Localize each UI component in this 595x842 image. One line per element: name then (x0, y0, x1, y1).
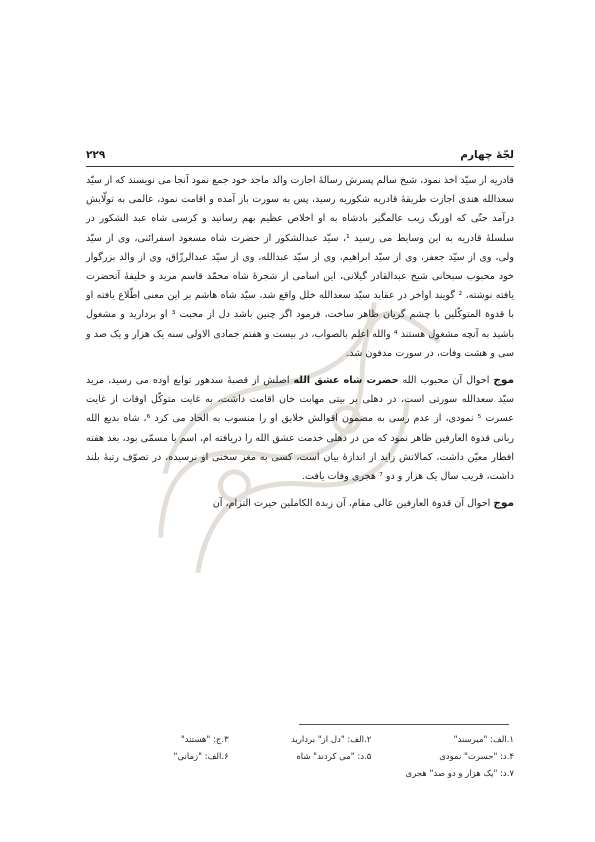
footnote-row (86, 766, 514, 783)
paragraph-text: قادریه از سیّد اخذ نمود، شیخ سالم پسرش رسالهٔ اجازت والد ماجد خود جمع نمود آنجا می نویسند که از سیّد سعدالله هندی اجازت طریقهٔ قادریه شکوریه رسید، پس به سورت باز آمده و اقامت نمود، عالمی به تولّایش درآمد حتّی که اورنگ زیب عالمگیر بادشاه به او اخلاص عظیم بهم رسانید و کرسی شاه عبد الشکور در سلسلهٔ قادریه به این وسایط می رسید ¹، سیّد عبدالشکور از حضرت شاه مسعود اسفرائنی، وی از سیّد ولی، وی از سیّد جعفر، وی از سیّد ابراهیم، وی از سیّد عبدالله، وی از سیّد عبدالرزّاق، وی از والد بزرگوار خود محبوب سبحانی شیخ عبدالقادر گیلانی، این اسامی از شجرهٔ شاه محمّد قاسم مرید و خلیفهٔ آنحضرت یافته نوشته، ² گویند اواخر در عقاید سیّد سعدالله خلل واقع شد، سیّد شاه هاشم بر این معنی اطّلاع یافته او با قدوة المتوکّلین با چشم گریان ظاهر ساخت، فرمود اگر چنین باشد دل از محبت ³ او بردارید و مشغول باشید به آنچه مشغول هستند ⁴ والله اعلم بالصواب، در بیست و هفتم جمادی الاولی سنه یک هزار و یک صد و سی و هشت وفات، در سورت مدفون شد. (86, 175, 515, 359)
footnote-row (86, 732, 514, 749)
footnote: ۱.الف: "میرسند" (453, 735, 514, 745)
footnote (229, 766, 372, 783)
footnote-row (86, 749, 514, 766)
paragraph-3 (86, 494, 514, 513)
section-marker: موج (493, 497, 514, 510)
running-header (86, 149, 514, 165)
page-number: ۲۲۹ (86, 149, 106, 161)
paragraph-1 (86, 171, 514, 363)
footnotes (86, 732, 514, 783)
paragraph-text: احوال آن قدوة العارفین عالی مقام، آن زبدة الکاملین حیرت التزام، آن (212, 498, 491, 510)
main-text (86, 171, 514, 513)
paragraph-text: اصلش از قصبهٔ سدهور توابع اوده می رسید، مرید سیّد سعدالله سورتی است، در دهلی بر بیتی مهابت خان اقامت داشت، به غایت متوکّل اوقات از غایت عسرت ⁵ نمودی، از عدم رسی به مضمون اقوالش خلایق او را منسوب به الحاد می کرد ⁶، شاه بدیع الله ربانی قدوة العارفین ظاهر نمود که من در دهلی خدمت عشق الله را دریافته ام، اسم با مسمّی بود، بعد هفته افطار معیّن داشت، کمالاتش زاید از اندازهٔ بیان است، کسی به مغز سخنی او نرسیده، در تصوّف رتبهٔ بلند داشت، قریب سال یک هزار و دو ⁷ هجری وفات یافت. (86, 375, 514, 483)
footnote: ۲.الف: "دل از" برداريد (290, 735, 372, 745)
footnote-rule (299, 724, 509, 725)
section-marker: موج (493, 374, 514, 387)
footnote: ۶.الف: "زمانی" (173, 752, 229, 762)
footnote: ۵.د: "می کردند" شاه (296, 752, 372, 762)
header-rule (86, 166, 514, 167)
saint-name: حضرت شاه عشق الله (293, 375, 399, 387)
footnote: ۷.د: "یک هزار و دو صد" هجری (405, 769, 514, 779)
footnote: ۴.د: "حسرت" نمودی (439, 752, 514, 762)
chapter-title: لجّهٔ چهارم (460, 149, 514, 161)
footnote: ۳.ج: "هستند" (180, 735, 229, 745)
paragraph-prefix: احوال آن محبوب الله (402, 375, 490, 387)
footnote (86, 766, 229, 783)
paragraph-2 (86, 371, 514, 486)
